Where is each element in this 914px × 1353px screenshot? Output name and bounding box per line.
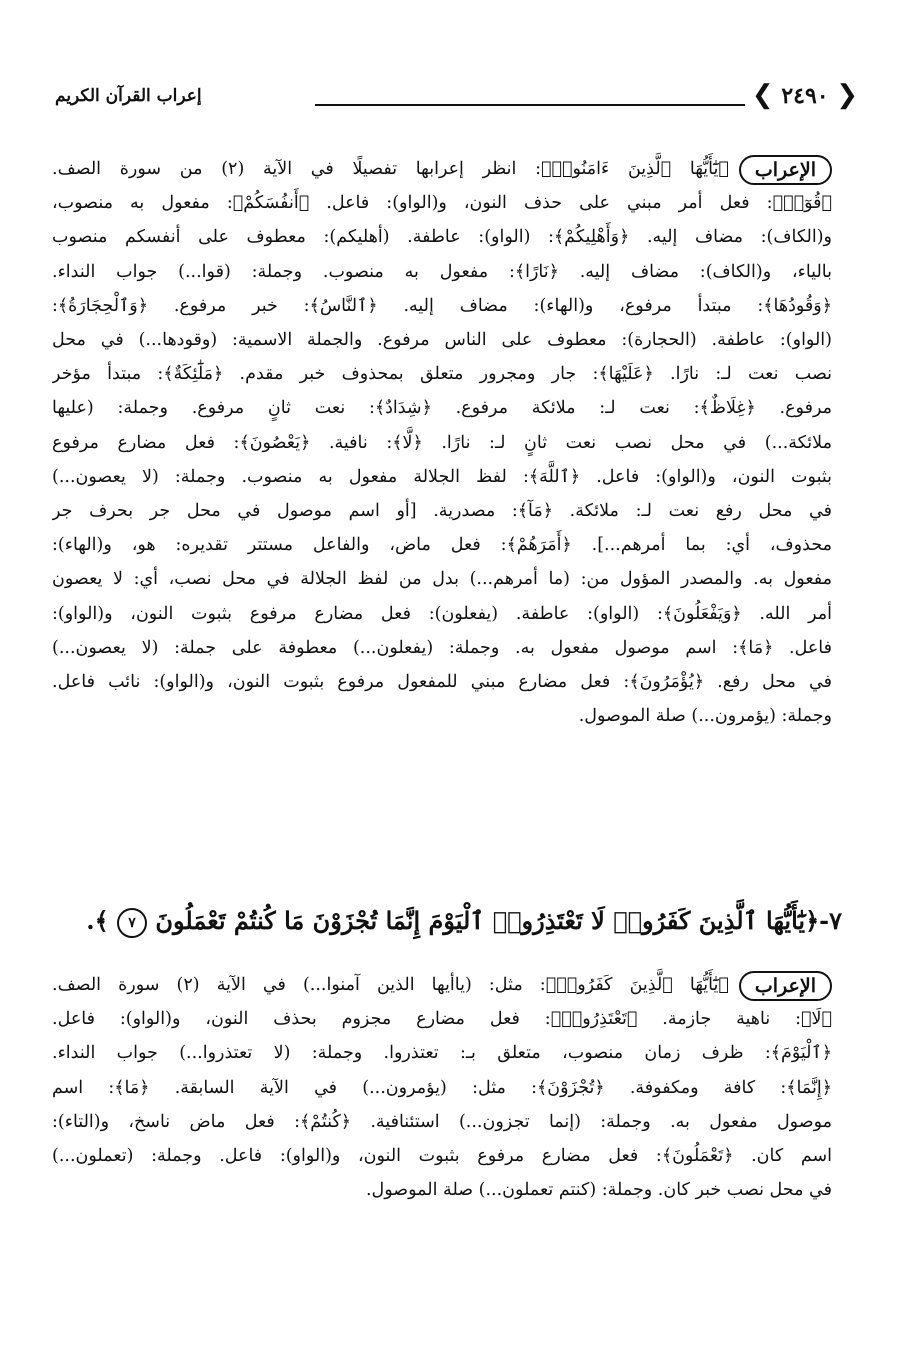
- text-line: فاعل. ﴿مَا﴾: اسم موصول مفعول به. وجملة: (يفعلون...) معطوفة على جملة: (لا يعصون...): [52, 637, 832, 658]
- text-line: ﴿إِنَّمَا﴾: كافة ومكفوفة. ﴿تُجْزَوْنَ﴾: مثل: (يؤمرون...) في الآية السابقة. ﴿مَا﴾: اسم: [52, 1077, 832, 1098]
- text-line: ﴿وَقُودُهَا﴾: مبتدأ مرفوع، و(الهاء): مضاف إليه. ﴿ٱلنَّاسُ﴾: خبر مرفوع. ﴿وَٱلْحِجَارَةُ﴾:: [52, 295, 832, 316]
- irab-badge: الإعراب: [739, 155, 832, 185]
- text-line: بالياء، و(الكاف): مضاف إليه. ﴿نَارًا﴾: مفعول به منصوب. وجملة: (قوا...) جواب النداء.: [52, 261, 832, 282]
- text-line: موصول مفعول به. وجملة: (إنما تجزون...) استئنافية. ﴿كُنتُمْ﴾: فعل ماض ناسخ، و(التاء):: [52, 1111, 832, 1132]
- book-title: إعراب القرآن الكريم: [55, 86, 202, 106]
- irab-badge: الإعراب: [739, 971, 832, 1001]
- text-line: (الواو): عاطفة. (الحجارة): معطوف على الناس مرفوع. والجملة الاسمية: (وقودها...) في محل: [52, 330, 832, 351]
- text-line: ﴿ٱلْيَوْمَ﴾: ظرف زمان منصوب، متعلق بـ: تعتذروا. وجملة: (لا تعتذروا...) جواب النداء.: [52, 1043, 832, 1064]
- page-header: [55, 78, 860, 122]
- text-line: نصب نعت لـ: نارًا. ﴿عَلَيْهَا﴾: جار ومجرور متعلق بمحذوف خبر مقدم. ﴿مَلَٰٓئِكَةٌ﴾: مبتدأ مؤخر: [52, 364, 832, 385]
- text-line: وجملة: (يؤمرون...) صلة الموصول.: [578, 706, 832, 727]
- right-bracket-icon: ❯: [836, 80, 859, 110]
- verse-close: ﴾.: [86, 906, 109, 935]
- text-line: ملائكة...) في محل نصب نعت ثانٍ لـ: نارًا. ﴿لَّا﴾: نافية. ﴿يَعْصُونَ﴾: فعل مضارع مرفوع: [52, 432, 832, 453]
- page-number-frame: [750, 78, 860, 112]
- text-line: محذوف، أي: بما أمرهم...]. ﴿أَمَرَهُمْ﴾: فعل ماض، والفاعل مستتر تقديره: هو، و(الهاء):: [52, 535, 832, 556]
- text-line: أمر الله. ﴿وَيَفْعَلُونَ﴾: (الواو): عاطفة. (يفعلون): فعل مضارع مرفوع بثبوت النون، و(الواو):: [52, 603, 832, 624]
- text-line: ﴿قُوٓا۟﴾: فعل أمر مبني على حذف النون، و(الواو): فاعل. ﴿أَنفُسَكُمْ﴾: مفعول به منصوب،: [52, 193, 832, 214]
- text-line: بثبوت النون، و(الواو): فاعل. ﴿ٱللَّهَ﴾: لفظ الجلالة مفعول به منصوب. وجملة: (لا يعصون...): [52, 466, 832, 487]
- header-rule: [315, 104, 745, 106]
- text-line: مفعول به. والمصدر المؤول من: (ما أمرهم...) بدل من لفظ الجلالة في محل نصب، أي: لا يعصون: [52, 569, 832, 590]
- quran-verse: [52, 906, 842, 950]
- text-line: الإعراب﴿يَٰٓأَيُّهَا ٱلَّذِينَ كَفَرُوا۟﴾: مثل: (ياأيها الذين آمنوا...) في الآية (٢) سورة الصف.: [52, 968, 832, 1002]
- text-line: اسم كان. ﴿تَعْمَلُونَ﴾: فعل مضارع مرفوع بثبوت النون، و(الواو): فاعل. وجملة: (تعملون...): [52, 1146, 832, 1167]
- text-line: و(الكاف): مضاف إليه. ﴿وَأَهْلِيكُمْ﴾: (الواو): عاطفة. (أهليكم): معطوف على أنفسكم منصوب: [52, 227, 832, 248]
- text-line: في محل نصب خبر كان. وجملة: (كنتم تعملون...) صلة الموصول.: [365, 1180, 832, 1201]
- text-line: في محل رفع. ﴿يُؤْمَرُونَ﴾: فعل مضارع مبني للمفعول مرفوع بثبوت النون، و(الواو): نائب فاعل.: [52, 672, 832, 693]
- verse-text: ٧-﴿يَٰٓأَيُّهَا ٱلَّذِينَ كَفَرُوا۟ لَا تَعْتَذِرُوا۟ ٱلْيَوْمَ إِنَّمَا تُجْزَوْنَ مَا كُنتُمْ تَعْمَلُونَ: [155, 906, 842, 935]
- section-1-analysis: [52, 152, 832, 733]
- left-bracket-icon: ❮: [751, 80, 774, 110]
- text-line: ﴿لَا﴾: ناهية جازمة. ﴿تَعْتَذِرُوا۟﴾: فعل مضارع مجزوم بحذف النون، و(الواو): فاعل.: [52, 1009, 832, 1030]
- section-2-analysis: [52, 968, 832, 1207]
- text-line: في محل رفع نعت لـ: ملائكة. ﴿مَآ﴾: مصدرية. [أو اسم موصول في محل جر بحرف جر: [52, 501, 832, 522]
- text-line: مرفوع. ﴿غِلَاظٌ﴾: نعت لـ: ملائكة مرفوع. ﴿شِدَادٌ﴾: نعت ثانٍ مرفوع. وجملة: (عليها: [52, 398, 832, 419]
- verse-number-marker: ٧: [117, 908, 147, 938]
- page-number: ٢٤٩٠: [781, 83, 829, 109]
- text-line: الإعراب﴿يَٰٓأَيُّهَا ٱلَّذِينَ ءَامَنُوا۟﴾: انظر إعرابها تفصيلًا في الآية (٢) من سورة الصف.: [52, 152, 832, 186]
